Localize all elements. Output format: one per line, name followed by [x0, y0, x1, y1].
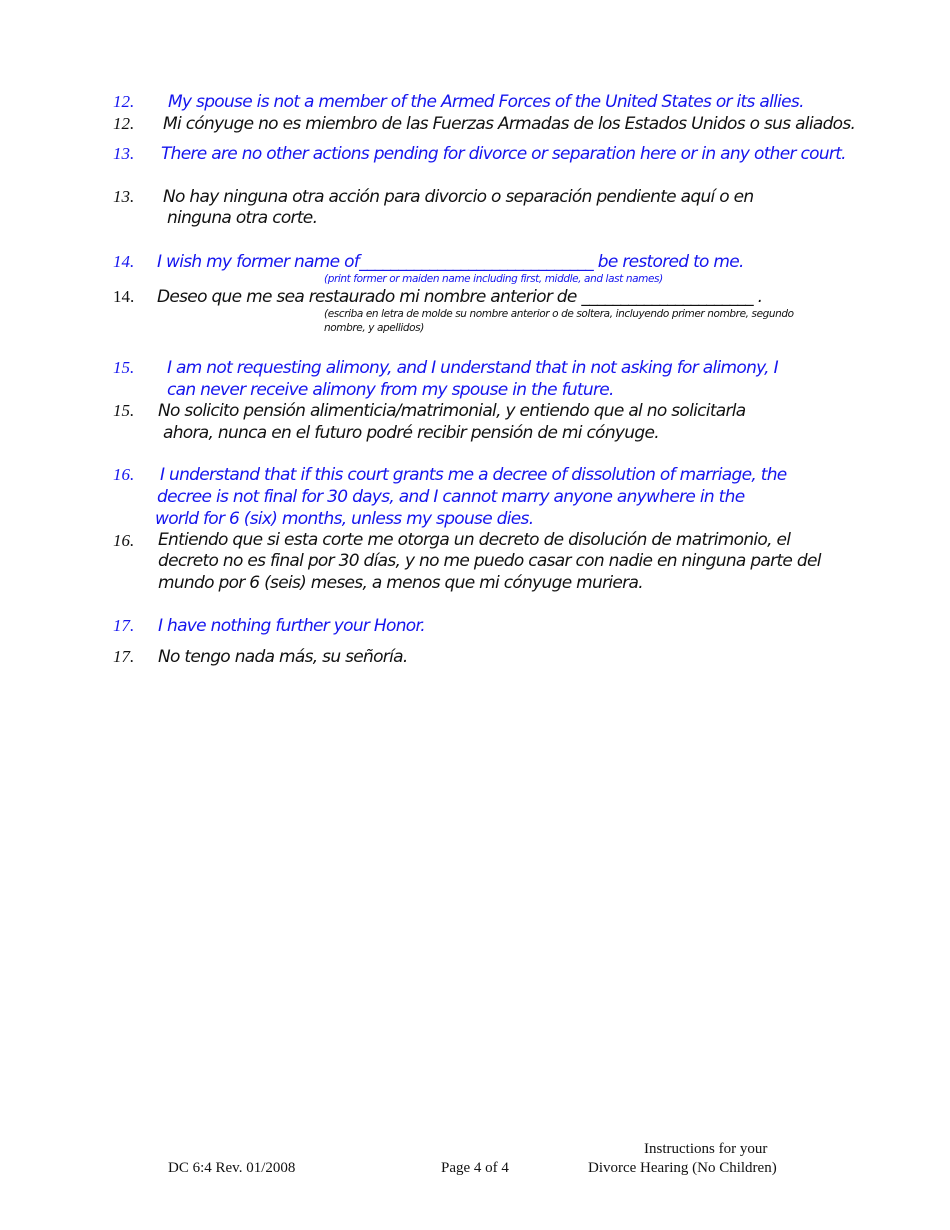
item-17-spanish: No tengo nada más, su señoría. — [158, 647, 408, 667]
item-14-english: I wish my former name of______________________________ be restored to me. — [157, 252, 744, 272]
item-number: 12. — [113, 114, 135, 133]
item-number: 13. — [113, 144, 135, 163]
item-number: 14. — [113, 252, 135, 271]
item-12-english: My spouse is not a member of the Armed Forces of the United States or its allies. — [168, 92, 804, 112]
item-13-spanish-line2: ninguna otra corte. — [167, 208, 318, 228]
former-name-hint-spanish-line1: (escriba en letra de molde su nombre anterior o de soltera, incluyendo primer nombre, segundo — [324, 308, 794, 320]
item-16-spanish-line3: mundo por 6 (seis) meses, a menos que mi cónyuge muriera. — [158, 573, 643, 593]
item-number: 12. — [113, 92, 135, 111]
item-15-english-line2: can never receive alimony from my spouse in the future. — [167, 380, 614, 400]
former-name-hint-english: (print former or maiden name including first, middle, and last names) — [324, 273, 663, 285]
item-number: 15. — [113, 358, 135, 377]
item-16-english-line3: world for 6 (six) months, unless my spouse dies. — [155, 509, 534, 529]
item-15-spanish-line1: No solicito pensión alimenticia/matrimonial, y entiendo que al no solicitarla — [158, 401, 746, 421]
document-title-line1: Instructions for your — [644, 1141, 768, 1157]
item-13-english: There are no other actions pending for divorce or separation here or in any other court. — [161, 144, 846, 164]
item-number: 15. — [113, 401, 135, 420]
form-id: DC 6:4 Rev. 01/2008 — [168, 1160, 296, 1176]
item-17-english: I have nothing further your Honor. — [158, 616, 425, 636]
item-16-english-line2: decree is not final for 30 days, and I cannot marry anyone anywhere in the — [157, 487, 745, 507]
page-number: Page 4 of 4 — [441, 1160, 509, 1176]
item-number: 16. — [113, 531, 135, 550]
item-16-spanish-line2: decreto no es final por 30 días, y no me puedo casar con nadie en ninguna parte del — [158, 551, 821, 571]
item-16-english-line1: I understand that if this court grants me a decree of dissolution of marriage, the — [160, 465, 787, 485]
item-16-spanish-line1: Entiendo que si esta corte me otorga un decreto de disolución de matrimonio, el — [158, 530, 791, 550]
item-number: 17. — [113, 647, 135, 666]
item-number: 17. — [113, 616, 135, 635]
document-title-line2: Divorce Hearing (No Children) — [588, 1160, 777, 1176]
item-number: 13. — [113, 187, 135, 206]
item-14-spanish: Deseo que me sea restaurado mi nombre anterior de ______________________ . — [157, 287, 763, 307]
item-12-spanish: Mi cónyuge no es miembro de las Fuerzas Armadas de los Estados Unidos o sus aliados. — [163, 114, 856, 134]
item-number: 16. — [113, 465, 135, 484]
item-15-spanish-line2: ahora, nunca en el futuro podré recibir pensión de mi cónyuge. — [163, 423, 659, 443]
former-name-hint-spanish-line2: nombre, y apellidos) — [324, 322, 424, 334]
item-13-spanish-line1: No hay ninguna otra acción para divorcio o separación pendiente aquí o en — [163, 187, 754, 207]
item-number: 14. — [113, 287, 135, 306]
item-15-english-line1: I am not requesting alimony, and I understand that in not asking for alimony, I — [167, 358, 778, 378]
